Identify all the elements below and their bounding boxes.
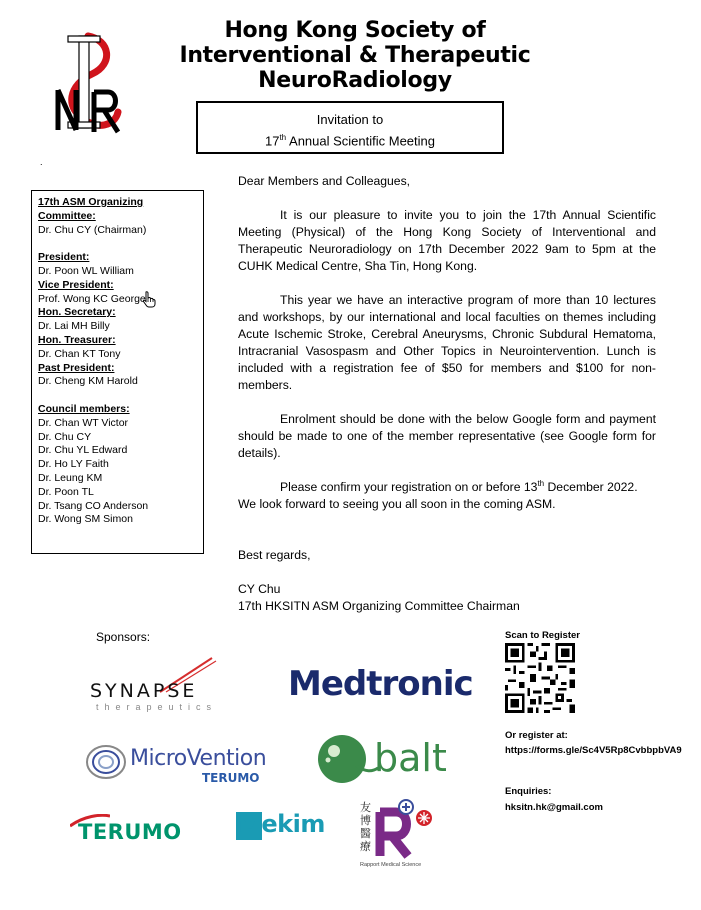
paragraph-4-line-2: We look forward to seeing you all soon in the coming ASM.	[238, 497, 556, 511]
council-member: Dr. Chu CY	[38, 430, 92, 443]
hand-cursor-icon	[142, 291, 156, 308]
terumo-wordmark: TERUMO	[78, 820, 182, 844]
council-member: Dr. Ho LY Faith	[38, 458, 109, 471]
invitation-line-2	[198, 129, 502, 150]
invitation-box	[196, 101, 504, 154]
mekim-wordmark: Mekim	[238, 810, 325, 838]
microvention-swirl-icon	[84, 742, 128, 782]
or-register-label: Or register at:	[505, 730, 568, 741]
balt-logo	[316, 732, 456, 788]
treasurer-heading: Hon. Treasurer:	[38, 333, 116, 346]
rapport-caption: Rapport Medical Science	[360, 862, 422, 868]
title-line-2: Interventional & Therapeutic	[179, 43, 531, 68]
invitation-line-1: Invitation to	[316, 112, 384, 127]
invitation-meeting: Annual Scientific Meeting	[286, 133, 435, 149]
microvention-logo	[84, 740, 294, 786]
secretary-heading: Hon. Secretary:	[38, 306, 116, 319]
society-name	[175, 18, 535, 93]
president-name: Dr. Poon WL William	[38, 264, 134, 277]
secretary-name: Dr. Lai MH Billy	[38, 320, 110, 333]
synapse-logo	[90, 656, 252, 714]
synapse-wordmark: SYNAPSE	[90, 680, 198, 702]
rapport-chinese: 友博醫療	[360, 802, 371, 853]
past-president-name: Dr. Cheng KM Harold	[38, 375, 138, 388]
invitation-suffix: th	[279, 133, 287, 142]
treasurer-name: Dr. Chan KT Tony	[38, 347, 121, 360]
letter-body	[238, 173, 656, 615]
paragraph-3: Enrolment should be done with the below Google form and payment should be made to one of the member representative (see Google form for details).	[238, 412, 656, 460]
microvention-wordmark: MicroVention	[130, 746, 267, 771]
stray-dot: .	[40, 157, 43, 167]
paragraph-4: Please confirm your registration on or before 13th December 2022.	[280, 478, 638, 494]
president-heading: President:	[38, 251, 90, 264]
past-president-heading: Past President:	[38, 361, 115, 374]
council-member: Dr. Leung KM	[38, 471, 103, 484]
medtronic-logo: Medtronic	[288, 664, 473, 704]
rapport-logo	[360, 798, 432, 872]
vice-president-name: Prof. Wong KC George	[38, 293, 197, 307]
mekim-logo	[236, 810, 328, 844]
invitation-number: 17	[264, 133, 280, 149]
signer-title: 17th HKSITN ASM Organizing Committee Chairman	[238, 599, 520, 613]
council-heading: Council members:	[38, 402, 130, 415]
scan-to-register-label: Scan to Register	[505, 630, 580, 641]
council-member: Dr. Chan WT Victor	[38, 416, 129, 429]
paragraph-1: It is our pleasure to invite you to join the 17th Annual Scientific Meeting (Physical) of the Hong Kong Society of Interventional and Therapeutic Neuroradiology on 17th December 2022 9am to 5pm at the CUHK Medical Centre, Sha Tin, Hong Kong.	[238, 208, 656, 273]
council-member: Dr. Tsang CO Anderson	[38, 499, 149, 512]
signer-name: CY Chu	[238, 582, 281, 596]
balt-circle-icon	[316, 732, 380, 786]
registration-qr-code[interactable]	[505, 643, 575, 713]
salutation: Dear Members and Colleagues,	[238, 174, 411, 188]
society-logo	[48, 30, 128, 140]
committee-heading: 17th ASM Organizing Committee:	[38, 196, 144, 222]
enquiries-email[interactable]: hksitn.hk@gmail.com	[505, 802, 603, 813]
paragraph-2: This year we have an interactive program of more than 10 lectures and workshops, by our international and local faculties on themes including Acute Ischemic Stroke, Cerebral Aneurysms, Chronic Subdural Hematoma, Intracranial Vasospasm and Other Topics in Neurointervention. Lunch is included with a registration fee of $50 for members and $100 for non-members.	[238, 293, 656, 392]
vice-president-heading: Vice President:	[38, 278, 114, 291]
sponsors-label: Sponsors:	[96, 630, 151, 644]
terumo-logo	[70, 812, 230, 842]
closing: Best regards,	[238, 548, 311, 562]
council-member: Dr. Wong SM Simon	[38, 513, 133, 526]
microvention-terumo: TERUMO	[202, 771, 260, 785]
committee-sidebar	[31, 190, 204, 554]
title-line-3: NeuroRadiology	[258, 68, 452, 93]
enquiries-label: Enquiries:	[505, 786, 552, 797]
committee-member: Dr. Chu CY (Chairman)	[38, 223, 147, 236]
council-member: Dr. Chu YL Edward	[38, 444, 128, 457]
registration-link[interactable]: https://forms.gle/Sc4V5Rp8CvbbpbVA9	[505, 745, 682, 756]
title-line-1: Hong Kong Society of	[224, 18, 486, 43]
synapse-tagline: therapeutics	[96, 702, 218, 712]
council-member: Dr. Poon TL	[38, 485, 94, 498]
balt-wordmark: balt	[374, 736, 447, 780]
rapport-r-icon	[374, 798, 434, 860]
